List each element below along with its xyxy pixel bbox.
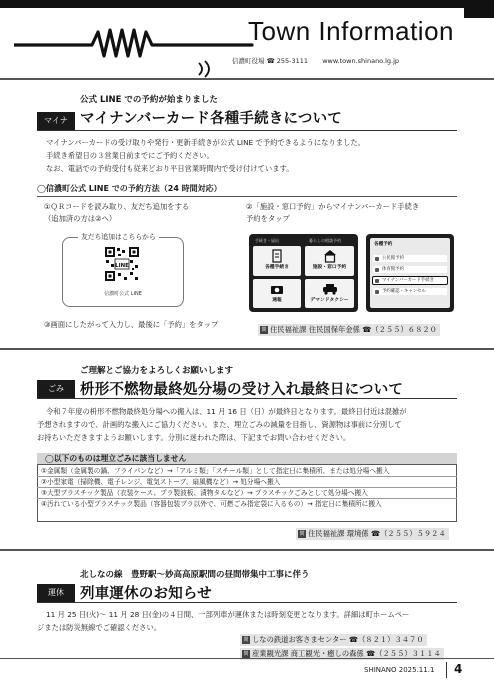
tile-demand-taxi[interactable] [305,279,354,308]
tile-taxi-label: デマンドタクシー [310,298,349,303]
non-landfill-header [37,453,457,465]
section3-paragraph-2: ジまたは防災無線でご確認ください。 [37,623,162,632]
masthead [0,14,494,76]
section1-subtitle: 公式 LINE での予約が始まりました [80,95,218,105]
list-item: ④汚れている小型プラスチック製品（容器包装プラ以外で、可燃ごみ指定袋に入るもの）→ 指定日に集積所に搬入 [41,500,382,508]
section3-title: 列車運休のお知らせ [80,586,212,602]
section1-contact-text: 住民福祉課 住民国保年金係 ☎（２５５）６８２０ [270,325,437,334]
inquiry-mark-icon: 問 [299,531,305,537]
line-rich-menu-screenshot [249,234,358,312]
list-item: ③大型プラスチック製品（衣装ケース、プラ製波板、漬物タルなど）→ プラスチックごみとして処分場へ搬入 [37,488,457,499]
menu-row-confirm-cancel[interactable]: 予約確認・キャンセル [373,288,447,295]
divider [0,348,494,350]
section2-contact-text: 住民福祉課 環境係 ☎（２５５）５９２４ [308,529,446,538]
taxi-icon [322,282,338,296]
reservation-panel [370,238,450,308]
footer-separator [446,662,447,678]
page-number: 4 [454,662,463,676]
inquiry-mark-icon: 問 [243,637,249,643]
headline-underline [37,130,457,131]
step-1-line-2: （追加済の方は②へ） [44,214,117,223]
office-url[interactable]: www.town.shinano.lg.jp [322,57,400,65]
tile-report[interactable] [253,279,301,308]
divider [0,549,494,551]
section2-paragraph-1: 令和７年度の枡形不燃物最終処分場への搬入は、11 月 16 日（日）が最終日となります。最終日付近は混雑が [46,407,407,416]
masthead-title: Town Information [248,16,454,46]
step-2-line-2: 予約をタップ [246,214,290,223]
footer-rule [0,658,494,659]
wave-line-icon [14,26,254,60]
section1-paragraph-1: マイナンバーカードの受け取りや発行・更新手続きが公式 LINE で予約できるようになりました。 [46,138,365,147]
rich-menu-label-2: 暮らしの相談予約 [309,238,341,243]
step-3: ③画面にしたがって入力し、最後に「予約」をタップ [44,320,219,329]
signal-waves-icon [196,60,220,78]
list-item: ①金属類（金属製の鍋、フライパンなど）→「アルミ類」「スチール類」として指定日に集積所、または処分場へ搬入 [37,466,457,477]
tile-report-label: 通報 [272,298,282,303]
section2-paragraph-2: 予想されますので、計画的な搬入にご協力ください。また、埋立ごみの減量を目指し、資源物は事前に分別して [37,420,402,429]
tile-procedures[interactable] [253,246,301,276]
tile-procedures-label: 各種手続き [265,265,289,270]
headline-underline [37,602,457,603]
section3-contact-1-text: しなの鉄道お客さまセンター ☎（８２１）３４７０ [252,635,424,644]
office-name: 信濃町役場 [232,57,265,65]
section3-paragraph-1: 11 月 25 日(火)〜 11 月 28 日(金)の４日間、一部列車が運休または時刻変更となります。詳細は町ホームペー [46,610,410,619]
document-icon [270,249,284,263]
inquiry-mark-icon: 問 [243,651,249,657]
inquiry-mark-icon: 問 [261,327,267,333]
step-2-line-1: ②「施設・窓口予約」からマイナンバーカード手続き [246,202,420,211]
section1-contact [258,324,440,336]
footer-issue: SHINANO 2025.11.1 [364,666,435,674]
section2-subtitle: ご理解とご協力をよろしくお願いします [80,366,234,376]
reservation-menu-screenshot [366,234,454,312]
section3-contact-2-text: 産業観光課 商工観光・癒しの森係 ☎（２５５）３１１４ [252,649,441,658]
rich-menu-label-1: 手続き・届出 [255,238,279,243]
top-bar [0,0,494,8]
masthead-contact [232,56,399,65]
menu-row-community-hall[interactable]: 公民館予約 [373,255,447,262]
method-underline [37,196,457,197]
category-label: 運休 [37,584,75,602]
category-label: ごみ [37,380,75,398]
section2-paragraph-3: お持ちいただきますようお願いします。分別に迷われた際は、下記までお問い合わせください。 [37,433,351,442]
non-landfill-title: ◯以下のものは埋立ごみに該当しません [45,454,187,463]
section1-paragraph-2: 手続き希望日の３営業日前までにご予約ください。 [46,151,214,160]
tile-facility-label: 施設・窓口予約 [312,265,347,270]
menu-row-gym[interactable]: 体育館予約 [373,266,447,273]
section3-subtitle: 北しなの線 豊野駅〜妙高高原駅間の昼間帯集中工事に伴う [80,570,310,580]
section1-title: マイナンバーカード各種手続きについて [80,111,342,127]
divider [0,78,494,80]
section2-title: 枡形不燃物最終処分場の受け入れ最終日について [80,382,404,398]
qr-caption: 信濃町公式 LINE [104,291,142,297]
tile-facility-reservation[interactable] [305,246,354,276]
list-item: ②小型家電（掃除機、電子レンジ、電気ストーブ、扇風機など）→ 処分場へ搬入 [37,477,457,488]
qr-box-title: 友だち追加はこちらから [78,231,159,241]
headline-underline [37,398,457,399]
section1-paragraph-3: なお、電話での予約受付も従来どおり平日営業時間内で受け付けています。 [46,164,294,173]
building-icon [323,249,337,263]
reservation-header: 各種予約 [374,242,393,247]
section2-contact [296,528,449,540]
section3-contact-1 [240,634,427,646]
category-label: マイナ [37,112,75,130]
office-phone: ☎ 255-3111 [266,57,309,65]
camera-icon [270,282,284,296]
step-1-line-1: ①ＱＲコードを読み取り、友だち追加をする [44,202,190,211]
menu-row-mynumber[interactable]: マイナンバーカード手続き [373,277,447,284]
reservation-method-title: ◯信濃町公式 LINE での予約方法（24 時間対応） [37,184,222,193]
qr-line-label: LINE [115,263,129,269]
